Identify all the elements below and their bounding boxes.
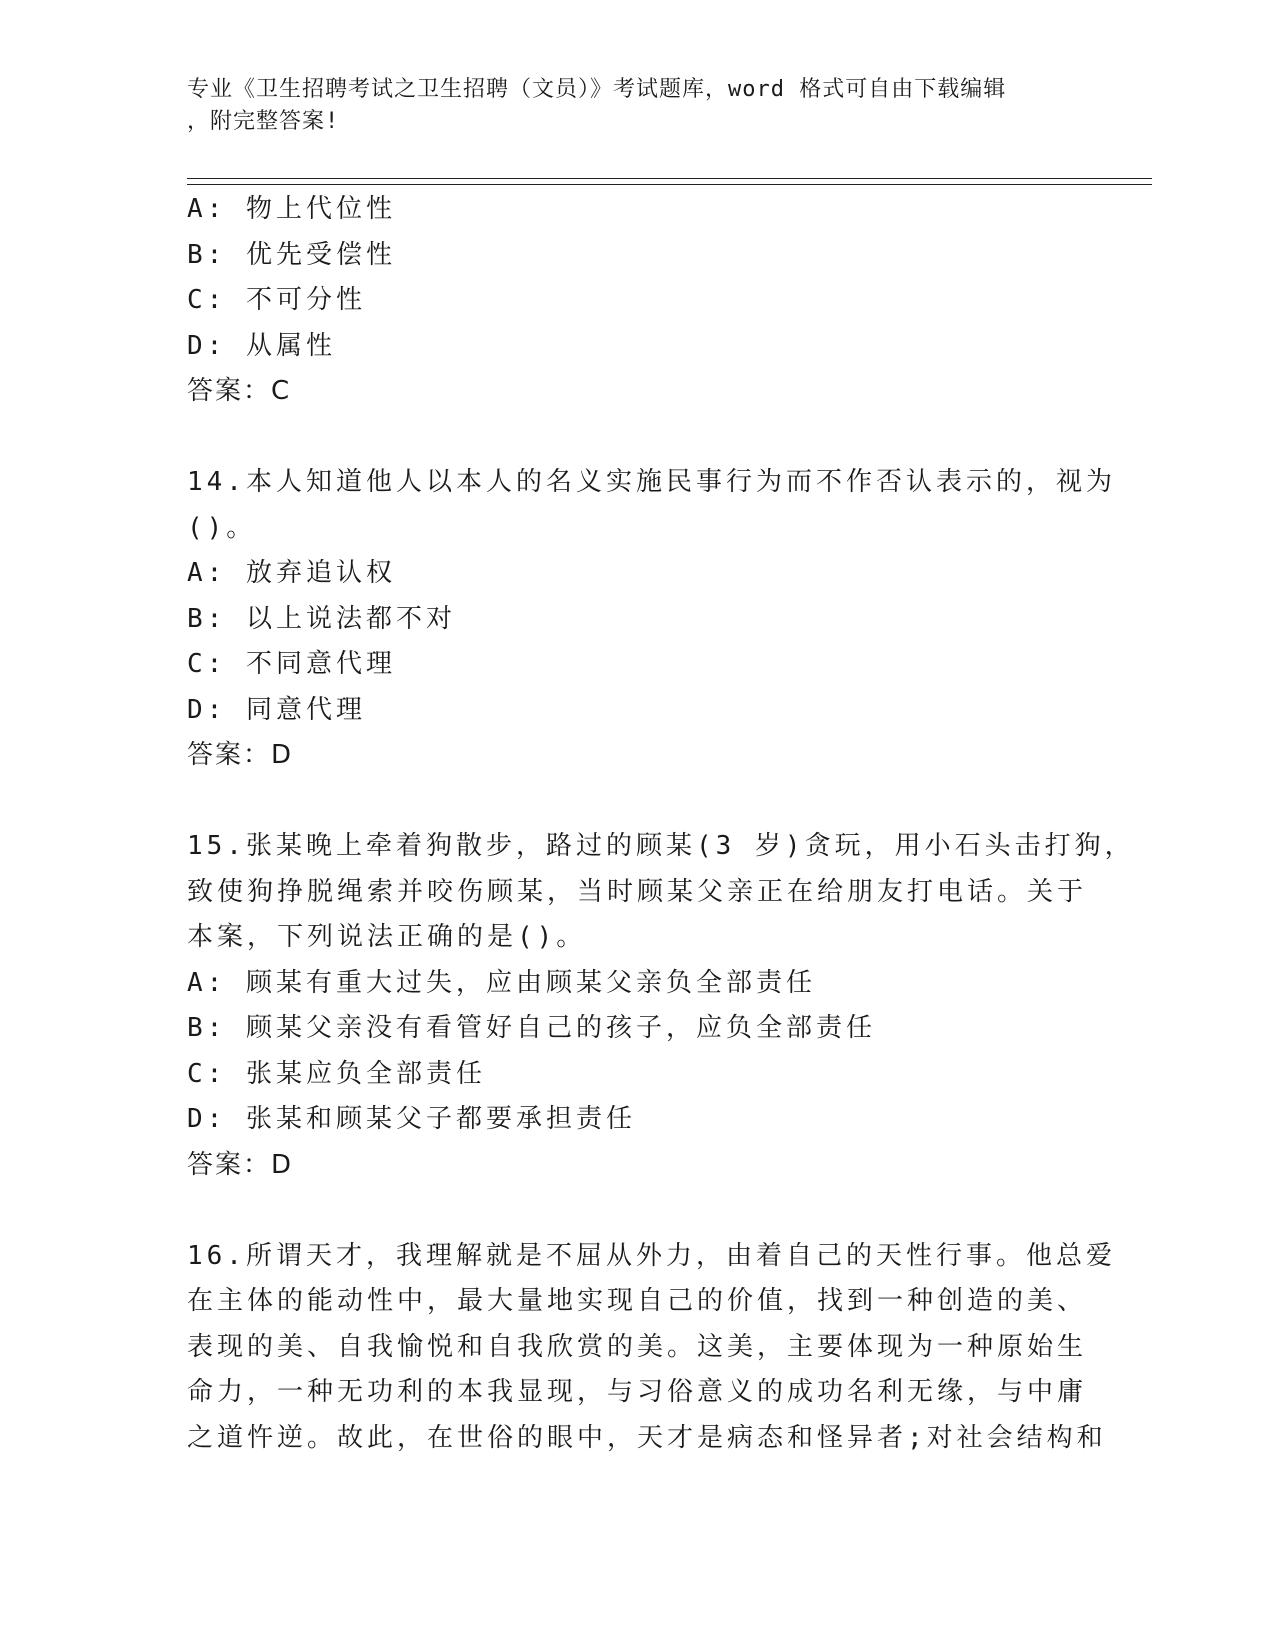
question-stem-line: 14.本人知道他人以本人的名义实施民事行为而不作否认表示的，视为: [187, 467, 1116, 497]
option-d: D: 从属性: [187, 330, 336, 361]
option-a: A: 物上代位性: [187, 194, 396, 224]
option-c: C: 张某应负全部责任: [187, 1058, 486, 1089]
header-title-line-1: 专业《卫生招聘考试之卫生招聘（文员）》考试题库，word 格式可自由下载编辑: [187, 77, 1007, 102]
question-stem-line: 16.所谓天才，我理解就是不屈从外力，由着自己的天性行事。他总爱: [187, 1240, 1116, 1271]
question-stem-line: 本案，下列说法正确的是()。: [187, 922, 587, 952]
question-stem-line: ()。: [187, 512, 257, 543]
question-stem-line: 命力，一种无功利的本我显现，与习俗意义的成功名利无缘，与中庸: [187, 1377, 1088, 1407]
question-14: [187, 460, 1116, 779]
spacer: [187, 779, 1087, 825]
option-a: A: 放弃追认权: [187, 558, 396, 588]
question-stem-line: 致使狗挣脱绳索并咬伤顾某，当时顾某父亲正在给朋友打电话。关于: [187, 876, 1088, 907]
question-list: [187, 187, 1135, 1461]
answer-label: 答案：D: [187, 740, 294, 770]
document-header: [187, 74, 1067, 138]
option-c: C: 不可分性: [187, 285, 366, 315]
question-15: [187, 824, 1135, 1188]
answer-label: 答案：D: [187, 1149, 294, 1180]
option-c: C: 不同意代理: [187, 649, 396, 679]
question-stem-line: 表现的美、自我愉悦和自我欣赏的美。这美，主要体现为一种原始生: [187, 1331, 1088, 1362]
option-a: A: 顾某有重大过失，应由顾某父亲负全部责任: [187, 967, 816, 998]
header-divider-top: [187, 178, 1152, 179]
question-16: [187, 1234, 1116, 1462]
question-stem-line: 在主体的能动性中，最大量地实现自己的价值，找到一种创造的美、: [187, 1286, 1088, 1316]
spacer: [187, 415, 1087, 461]
option-b: B: 以上说法都不对: [187, 603, 456, 634]
header-divider-bottom: [187, 184, 1152, 185]
option-b: B: 顾某父亲没有看管好自己的孩子，应负全部责任: [187, 1013, 876, 1043]
question-13-tail: [187, 187, 1087, 415]
answer-label: 答案：C: [187, 376, 292, 406]
header-title-line-2: ，附完整答案!: [187, 109, 340, 134]
option-d: D: 同意代理: [187, 694, 366, 725]
question-stem-line: 15.张某晚上牵着狗散步，路过的顾某(3 岁)贪玩，用小石头击打狗，: [187, 831, 1135, 861]
option-b: B: 优先受偿性: [187, 239, 396, 270]
question-stem-line: 之道忤逆。故此，在世俗的眼中，天才是病态和怪异者;对社会结构和: [187, 1422, 1107, 1453]
spacer: [187, 1188, 1087, 1234]
option-d: D: 张某和顾某父子都要承担责任: [187, 1104, 636, 1134]
